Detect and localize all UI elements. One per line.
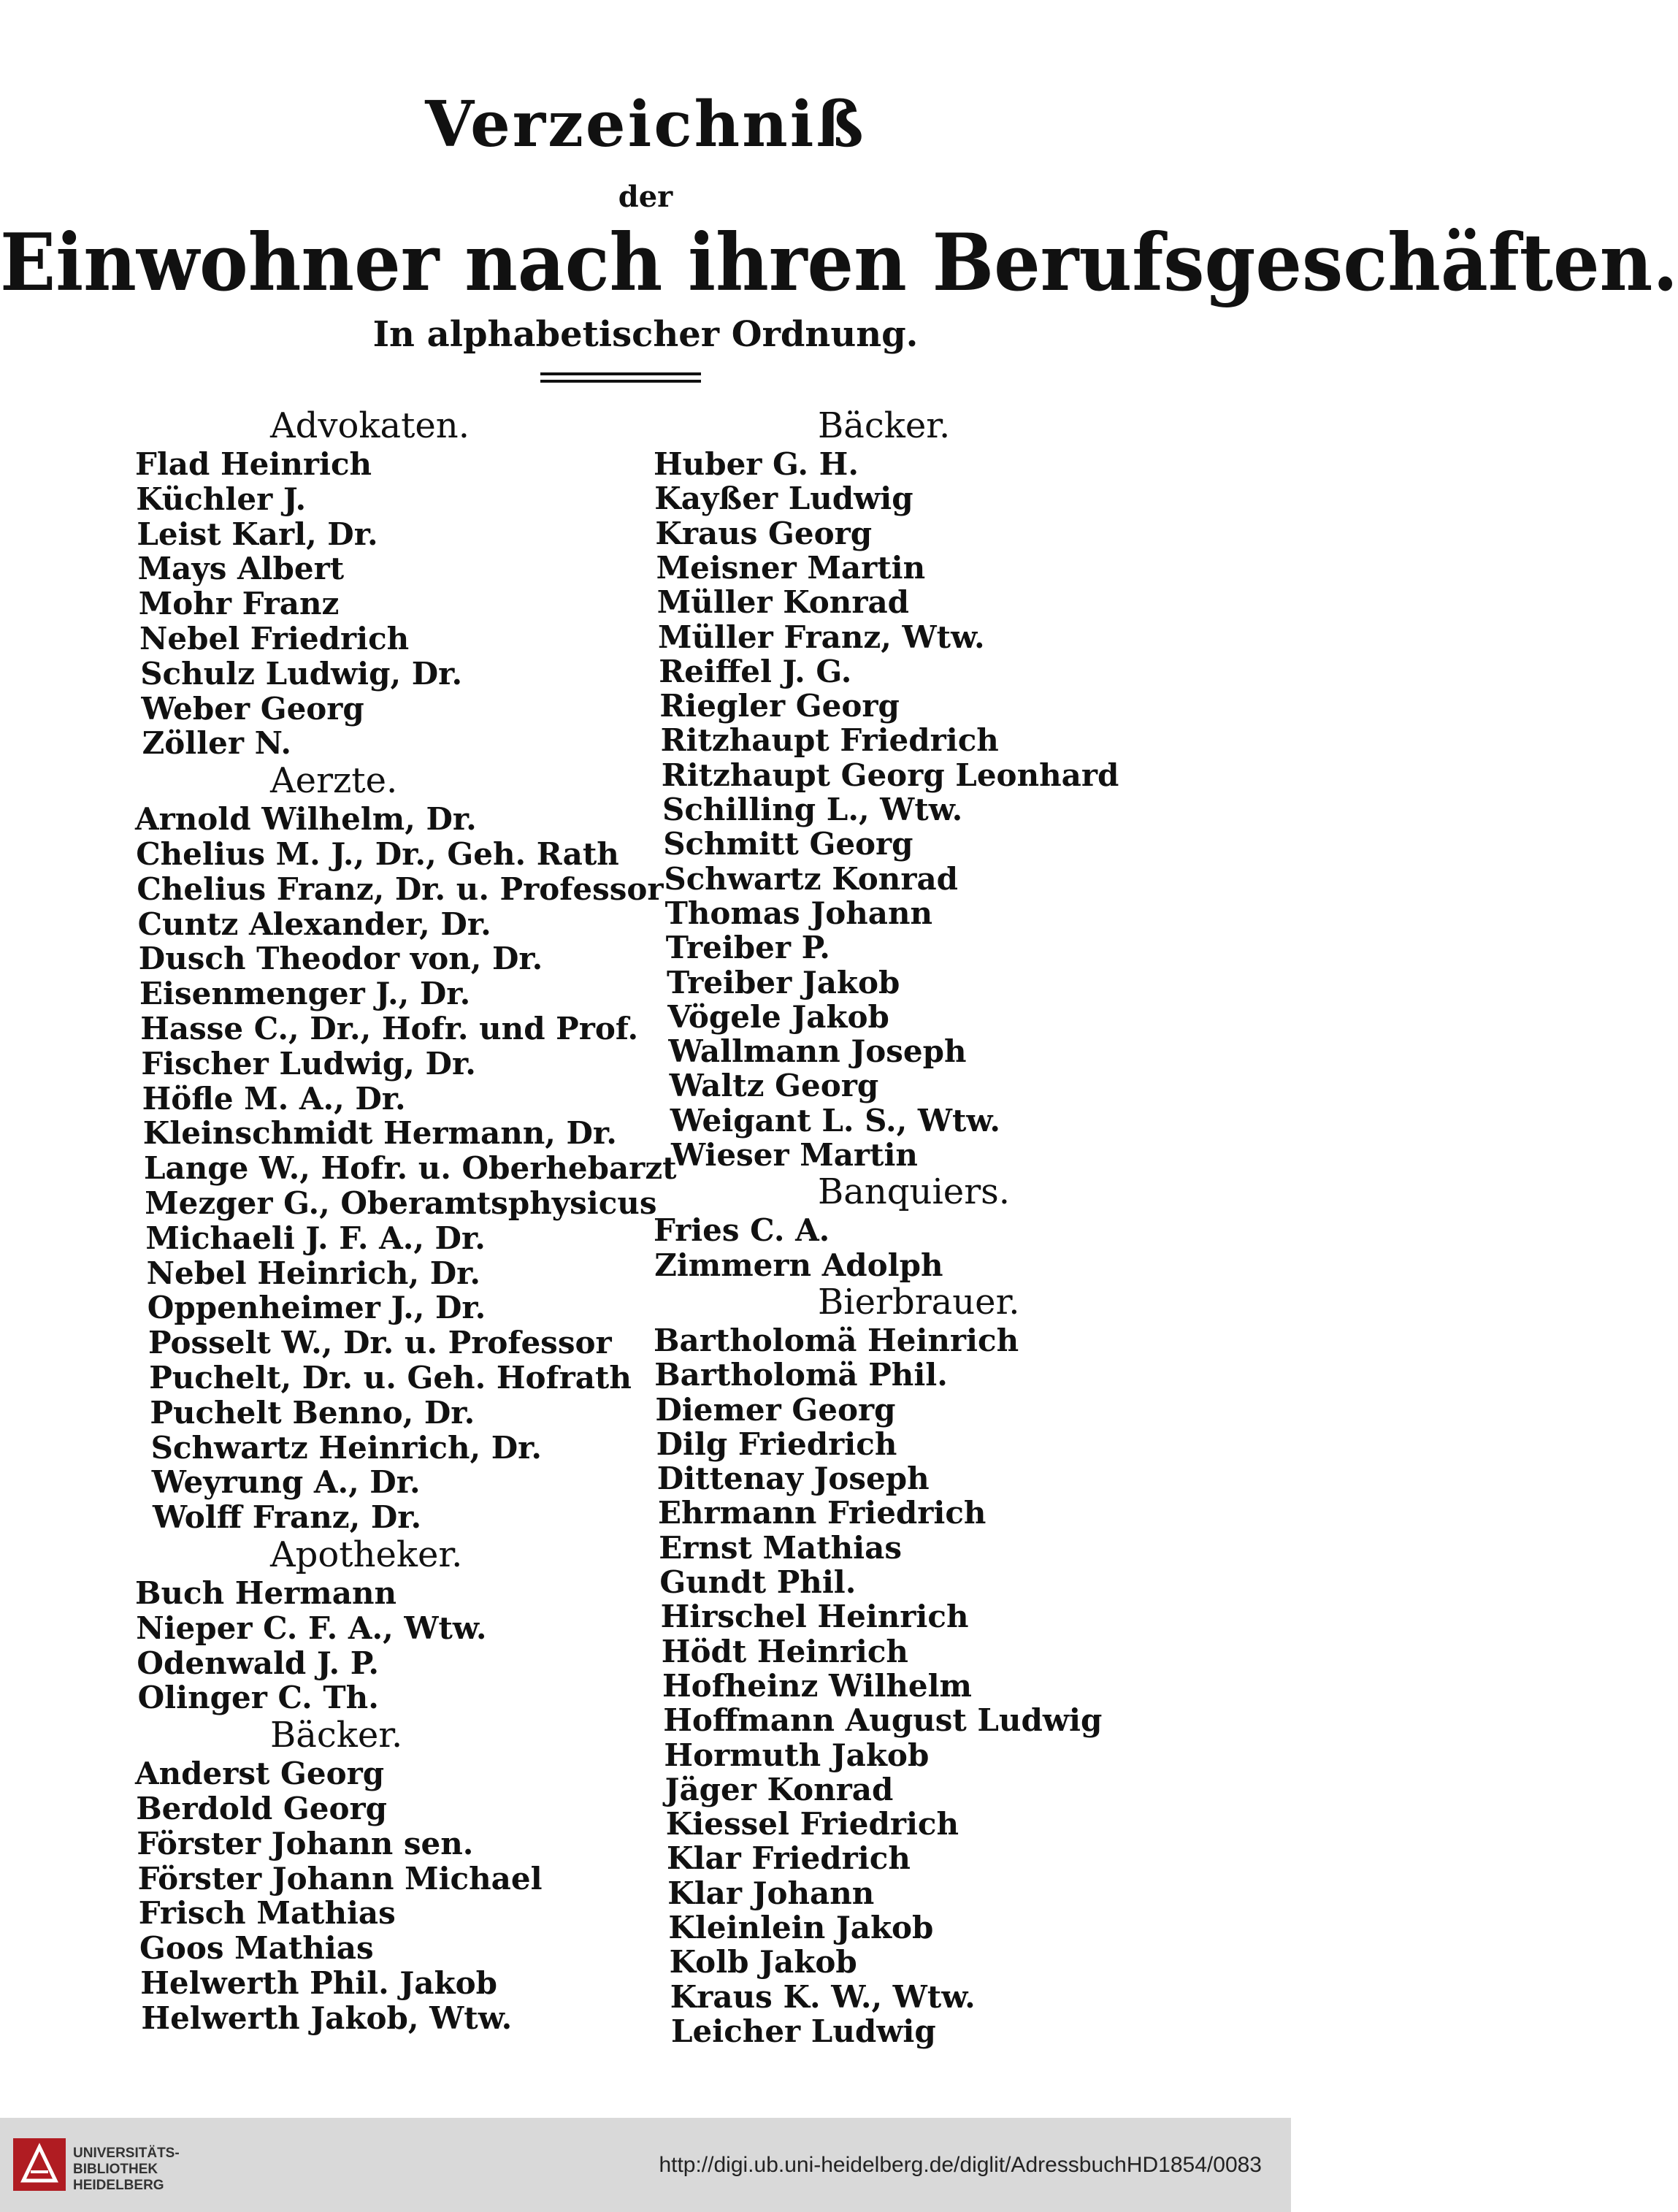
- title-divider-bottom: [540, 380, 701, 383]
- order-note: In alphabetischer Ordnung.: [372, 314, 919, 355]
- directory-entry: Hofheinz Wilhelm: [662, 1667, 972, 1704]
- directory-entry: Zöller N.: [142, 725, 291, 762]
- section-heading: Aerzte.: [270, 760, 398, 802]
- directory-entry: Ritzhaupt Friedrich: [660, 722, 999, 759]
- directory-entry: Schilling L., Wtw.: [662, 792, 963, 827]
- directory-entry: Ritzhaupt Georg Leonhard: [661, 757, 1119, 793]
- title-connector: der: [618, 180, 673, 214]
- directory-entry: Leicher Ludwig: [671, 2013, 936, 2049]
- directory-entry: Meisner Martin: [656, 549, 926, 586]
- directory-entry: Höfle M. A., Dr.: [142, 1080, 406, 1117]
- directory-entry: Schwartz Konrad: [664, 860, 959, 897]
- directory-entry: Mohr Franz: [138, 586, 340, 622]
- directory-entry: Hirschel Heinrich: [660, 1599, 969, 1635]
- section-heading: Bäcker.: [270, 1715, 403, 1756]
- directory-entry: Helwerth Phil. Jakob: [140, 1965, 497, 2001]
- directory-entry: Huber G. H.: [654, 446, 859, 482]
- directory-entry: Jäger Konrad: [664, 1771, 894, 1807]
- directory-entry: Wolff Franz, Dr.: [153, 1499, 422, 1536]
- directory-entry: Treiber P.: [665, 930, 830, 966]
- directory-entry: Buch Hermann: [135, 1575, 397, 1611]
- directory-entry: Kleinschmidt Hermann, Dr.: [142, 1115, 617, 1152]
- directory-entry: Oppenheimer J., Dr.: [147, 1290, 486, 1326]
- directory-entry: Hödt Heinrich: [661, 1633, 908, 1669]
- directory-entry: Flad Heinrich: [135, 446, 372, 482]
- directory-entry: Lange W., Hofr. u. Oberhebarzt: [144, 1150, 677, 1187]
- directory-entry: Kraus K. W., Wtw.: [670, 1978, 976, 2015]
- directory-entry: Cuntz Alexander, Dr.: [137, 906, 491, 942]
- directory-entry: Müller Franz, Wtw.: [658, 619, 985, 655]
- directory-entry: Berdold Georg: [136, 1791, 387, 1826]
- directory-entry: Kolb Jakob: [669, 1944, 857, 1981]
- directory-entry: Weyrung A., Dr.: [151, 1464, 421, 1501]
- directory-entry: Nebel Heinrich, Dr.: [146, 1255, 481, 1291]
- library-logo-text: UNIVERSITÄTS- BIBLIOTHEK HEIDELBERG: [73, 2146, 180, 2193]
- directory-entry: Klar Friedrich: [667, 1840, 911, 1877]
- title-divider-top: [540, 372, 701, 375]
- directory-entry: Schmitt Georg: [663, 826, 913, 862]
- directory-entry: Weigant L. S., Wtw.: [670, 1102, 1000, 1138]
- directory-entry: Diemer Georg: [655, 1391, 896, 1428]
- directory-entry: Müller Konrad: [656, 584, 910, 621]
- directory-entry: Weber Georg: [141, 690, 364, 727]
- directory-entry: Bartholomä Heinrich: [654, 1322, 1019, 1358]
- directory-entry: Arnold Wilhelm, Dr.: [135, 801, 477, 838]
- directory-entry: Hormuth Jakob: [664, 1737, 930, 1773]
- directory-entry: Küchler J.: [136, 481, 307, 517]
- directory-entry: Anderst Georg: [135, 1756, 385, 1792]
- directory-entry: Wallmann Joseph: [668, 1033, 967, 1070]
- directory-entry: Thomas Johann: [664, 895, 933, 931]
- directory-entry: Zimmern Adolph: [654, 1247, 943, 1283]
- directory-entry: Hoffmann August Ludwig: [663, 1702, 1103, 1739]
- source-url-link[interactable]: http://digi.ub.uni-heidelberg.de/diglit/AdressbuchHD1854/0083: [659, 2153, 1262, 2177]
- directory-entry: Helwerth Jakob, Wtw.: [141, 1999, 513, 2036]
- section-heading: Banquiers.: [818, 1171, 1011, 1213]
- directory-entry: Fischer Ludwig, Dr.: [141, 1045, 476, 1082]
- directory-entry: Nebel Friedrich: [139, 621, 410, 657]
- footer-bar: [0, 2118, 1291, 2212]
- directory-entry: Posselt W., Dr. u. Professor: [148, 1325, 612, 1361]
- directory-entry: Waltz Georg: [669, 1068, 879, 1104]
- directory-entry: Ernst Mathias: [659, 1529, 902, 1566]
- directory-entry: Kraus Georg: [655, 515, 873, 551]
- directory-entry: Riegler Georg: [659, 688, 900, 724]
- page-subtitle: Einwohner nach ihren Berufsgeschäften.: [0, 215, 1678, 309]
- directory-entry: Kleinlein Jakob: [668, 1910, 934, 1945]
- directory-entry: Dittenay Joseph: [656, 1461, 930, 1497]
- directory-entry: Goos Mathias: [139, 1930, 374, 1967]
- directory-entry: Vögele Jakob: [667, 998, 889, 1035]
- directory-entry: Klar Johann: [667, 1875, 875, 1911]
- directory-entry: Gundt Phil.: [659, 1564, 857, 1600]
- directory-entry: Ehrmann Friedrich: [658, 1495, 987, 1531]
- directory-entry: Dusch Theodor von, Dr.: [138, 941, 543, 977]
- directory-entry: Mezger G., Oberamtsphysicus: [145, 1185, 657, 1221]
- directory-entry: Michaeli J. F. A., Dr.: [145, 1220, 486, 1256]
- directory-entry: Reiffel J. G.: [659, 653, 852, 689]
- directory-entry: Förster Johann sen.: [137, 1825, 474, 1861]
- directory-entry: Kiessel Friedrich: [665, 1806, 959, 1842]
- directory-entry: Frisch Mathias: [138, 1895, 396, 1932]
- directory-entry: Dilg Friedrich: [656, 1425, 897, 1462]
- directory-entry: Nieper C. F. A., Wtw.: [136, 1610, 487, 1646]
- directory-entry: Chelius M. J., Dr., Geh. Rath: [136, 836, 619, 872]
- directory-entry: Schwartz Heinrich, Dr.: [150, 1429, 543, 1466]
- directory-entry: Schulz Ludwig, Dr.: [140, 655, 463, 692]
- section-heading: Bierbrauer.: [818, 1281, 1020, 1323]
- directory-entry: Chelius Franz, Dr. u. Professor: [137, 870, 664, 907]
- section-heading: Advokaten.: [270, 405, 470, 446]
- directory-entry: Eisenmenger J., Dr.: [139, 976, 471, 1012]
- university-seal-icon: [13, 2138, 66, 2191]
- directory-entry: Wieser Martin: [671, 1137, 918, 1173]
- directory-entry: Olinger C. Th.: [137, 1680, 379, 1716]
- section-heading: Apotheker.: [270, 1534, 463, 1575]
- directory-entry: Leist Karl, Dr.: [137, 516, 378, 552]
- directory-entry: Puchelt Benno, Dr.: [150, 1394, 475, 1431]
- directory-entry: Mays Albert: [137, 551, 345, 587]
- directory-entry: Fries C. A.: [654, 1212, 830, 1249]
- section-heading: Bäcker.: [818, 405, 951, 446]
- directory-entry: Bartholomä Phil.: [654, 1357, 948, 1393]
- directory-entry: Kayßer Ludwig: [654, 481, 913, 517]
- directory-entry: Treiber Jakob: [667, 964, 900, 1000]
- page-title: Verzeichniß: [425, 88, 866, 161]
- directory-entry: Hasse C., Dr., Hofr. und Prof.: [140, 1011, 639, 1046]
- directory-entry: Puchelt, Dr. u. Geh. Hofrath: [149, 1360, 632, 1396]
- directory-entry: Odenwald J. P.: [137, 1645, 380, 1681]
- directory-entry: Förster Johann Michael: [137, 1860, 543, 1897]
